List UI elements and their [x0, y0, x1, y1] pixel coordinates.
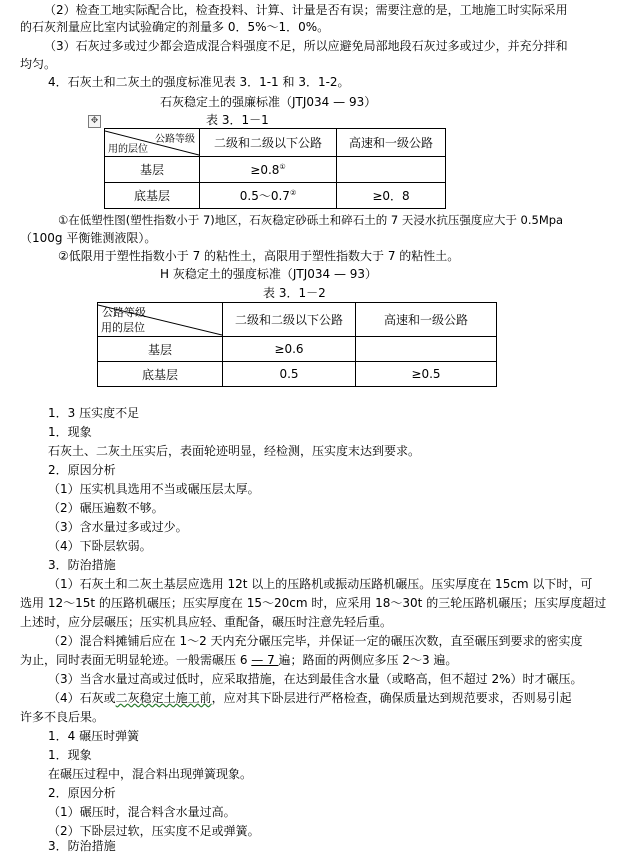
table1-header-layer: 用的层位 — [108, 144, 148, 155]
table2-cell — [356, 337, 497, 362]
table-row — [98, 337, 497, 362]
section-1-3-heading: 1．3 压实度不足 — [48, 406, 140, 420]
table1-cell — [337, 157, 446, 183]
table2-header-layer: 用的层位 — [101, 321, 145, 334]
table1 — [104, 128, 446, 209]
para-check-mix: （2）检查工地实际配合比，检查投料、计算、计量是否有误；需要注意的是，工地施工时实际采用 — [44, 3, 568, 17]
note-2: ②低限用于塑性指数小于 7 的粘性土，高限用于塑性指数大于 7 的粘性土。 — [58, 249, 460, 263]
section-1-3-measures: 3．防治措施 — [48, 558, 116, 572]
measure-1-cont2: 上述时，应分层碾压；压实机具应轻、重配备，碾压时注意先轻后重。 — [20, 615, 393, 629]
table1-cell: ≥0.8① — [200, 157, 337, 183]
table1-cell: 0.5～0.7② — [200, 183, 337, 209]
table2 — [97, 302, 497, 387]
table1-header-grade: 公路等级 — [155, 134, 195, 145]
measure-1: （1）石灰土和二灰土基层应选用 12t 以上的压路机或振动压路机碾压。压实厚度在 15cm 以下时，可 — [48, 577, 593, 591]
table-row — [98, 362, 497, 387]
list-item: （3）含水量过多或过少。 — [48, 520, 188, 534]
table-row — [105, 157, 446, 183]
section-1-4-causes: 2．原因分析 — [48, 786, 116, 800]
list-item: （4）下卧层软弱。 — [48, 539, 152, 553]
table2-caption: 表 3．1－2 — [263, 286, 326, 300]
section-1-3-causes: 2．原因分析 — [48, 463, 116, 477]
measure-4: （4）石灰或二灰稳定土施工前，应对其下卧层进行严格检查，确保质量达到规范要求，否则易引起 — [48, 691, 572, 705]
note-1-cont: （100g 平衡锥测液限）。 — [20, 231, 157, 245]
list-item: （1）压实机具选用不当或碾压层太厚。 — [48, 482, 260, 496]
measure-3: （3）当含水量过高或过低时，应采取措施，在达到最佳含水量（或略高，但不超过 2%）时才碾压。 — [48, 672, 583, 686]
measure-4-cont: 许多不良后果。 — [20, 710, 105, 724]
section-1-4-measures: 3．防治措施 — [48, 839, 116, 853]
para-lime-amount-cont: 均匀。 — [20, 57, 57, 71]
table2-title: H 灰稳定土的强度标准（JTJ034 — 93） — [160, 267, 378, 281]
table1-row-label: 基层 — [105, 157, 200, 183]
table1-header-diagonal-cell — [105, 129, 200, 157]
para-check-mix-cont: 的石灰剂量应比室内试验确定的剂量多 0．5%～1．0%。 — [20, 20, 330, 34]
table1-cell: ≥0．8 — [337, 183, 446, 209]
table-move-handle-icon[interactable]: ✥ — [88, 115, 101, 128]
table2-header-diagonal-cell — [98, 303, 223, 337]
table1-col-high-grade: 高速和一级公路 — [337, 129, 446, 157]
table2-col-low-grade: 二级和二级以下公路 — [223, 303, 356, 337]
table2-cell: ≥0.5 — [356, 362, 497, 387]
table2-header-grade: 公路等级 — [102, 306, 146, 319]
section-1-4-phenomenon: 1．现象 — [48, 748, 92, 762]
list-item: （2）下卧层过软，压实度不足或弹簧。 — [48, 824, 260, 838]
section-1-3-phenomenon-text: 石灰土、二灰土压实后，表面轮迹明显，经检测，压实度末达到要求。 — [48, 444, 421, 458]
table2-cell: 0.5 — [223, 362, 356, 387]
section-1-4-phenomenon-text: 在碾压过程中，混合料出现弹簧现象。 — [48, 767, 253, 781]
table1-caption: 表 3．1－1 — [206, 113, 269, 127]
measure-2: （2）混合料摊铺后应在 1～2 天内充分碾压完毕，并保证一定的碾压次数，直至碾压到要求的密实度 — [48, 634, 583, 648]
table2-cell: ≥0.6 — [223, 337, 356, 362]
table-row — [105, 183, 446, 209]
measure-1-cont: 选用 12～15t 的压路机碾压；压实厚度在 15～20cm 时，应采用 18～30t 的三轮压路机碾压；压实厚度超过 — [20, 596, 607, 610]
section-1-4-heading: 1．4 碾压时弹簧 — [48, 729, 140, 743]
section-1-3-phenomenon: 1．现象 — [48, 425, 92, 439]
para-strength-standard: 4．石灰土和二灰土的强度标准见表 3．1-1 和 3．1-2。 — [48, 75, 350, 89]
note-1: ①在低塑性图(塑性指数小于 7)地区，石灰稳定砂砾土和碎石土的 7 天浸水抗压强度应大于 0.5Mpa — [58, 213, 564, 227]
table2-row-label: 基层 — [98, 337, 223, 362]
table2-row-label: 底基层 — [98, 362, 223, 387]
para-lime-amount: （3）石灰过多或过少都会造成混合料强度不足，所以应避免局部地段石灰过多或过少，并充分拌和 — [44, 39, 568, 53]
table1-title: 石灰稳定土的强廉标准（JTJ034 — 93） — [160, 95, 377, 109]
table1-row-label: 底基层 — [105, 183, 200, 209]
table1-col-low-grade: 二级和二级以下公路 — [200, 129, 337, 157]
list-item: （2）碾压遍数不够。 — [48, 501, 164, 515]
measure-2-cont: 为止，同时表面无明显轮迹。一般需碾压 6 — 7 遍；路面的两侧应多压 2～3 遍。 — [20, 653, 458, 667]
list-item: （1）碾压时，混合料含水量过高。 — [48, 805, 236, 819]
table2-col-high-grade: 高速和一级公路 — [356, 303, 497, 337]
